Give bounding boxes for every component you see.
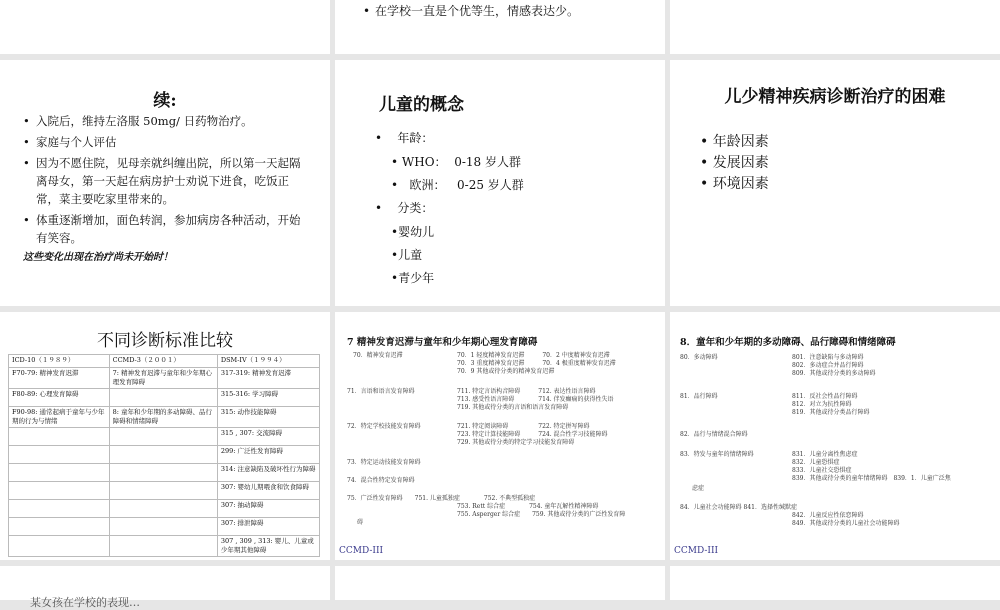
bullet-value: 0-25 岁人群 bbox=[457, 178, 524, 192]
list-item: 70．3 重度精神发育迟滞 70．4 极重度精神发育迟滞 bbox=[457, 360, 616, 367]
list-item: 70．9 其他或待分类的精神发育迟滞 bbox=[457, 368, 555, 375]
list-item: 802．多动症合并品行障碍 bbox=[792, 362, 864, 369]
table-cell: 314: 注意缺陷及破坏性行为障碍 bbox=[217, 464, 319, 482]
table-cell: 8: 童年和少年期的多动障碍、品行障碍和情绪障碍 bbox=[109, 407, 217, 428]
list-item: 碍 bbox=[357, 519, 364, 526]
slide-title: 7 精神发育迟滞与童年和少年期心理发育障碍 bbox=[347, 337, 538, 348]
bullet-item bbox=[700, 153, 769, 173]
list-item: 809．其他或待分类的多动障碍 bbox=[792, 370, 876, 377]
list-item: 849．其他或待分类的儿童社会功能障碍 bbox=[792, 520, 900, 527]
table-cell: 307: 排泄障碍 bbox=[217, 518, 319, 536]
slide-footer: CCMD-III bbox=[339, 546, 384, 556]
list-item: 842．儿童反应性依恋障碍 bbox=[792, 512, 864, 519]
table-row bbox=[9, 518, 320, 536]
bullet-icon: • bbox=[391, 248, 399, 262]
bullet-text: 因为不愿住院，见母亲就纠缠出院，所以第一天起隔离母女，第一天起在病房护士劝说下进食，吃饭正常，菜主要吃家里带来的。 bbox=[36, 156, 301, 206]
table-header-row bbox=[9, 355, 320, 368]
list-item: 755. Asperger 综合症 759. 其他或待分类的广泛性发育障 bbox=[457, 511, 626, 518]
slide-bottom-right[interactable] bbox=[670, 566, 1000, 600]
bullet-label: 欧洲： bbox=[409, 178, 446, 192]
bullet-text: 年龄： bbox=[397, 131, 434, 145]
bullet-value: 0-18 岁人群 bbox=[454, 155, 521, 169]
bullet-icon: • bbox=[375, 131, 383, 145]
bullet-item bbox=[23, 112, 306, 130]
list-item: 70．1 轻度精神发育迟滞 70．2 中度精神发育迟滞 bbox=[457, 352, 610, 359]
slide-note: 这些变化出现在治疗尚未开始时！ bbox=[23, 252, 173, 263]
bullet-label: WHO： bbox=[401, 155, 447, 169]
bullet-icon: • bbox=[23, 213, 30, 227]
table-cell: 7: 精神发育迟滞与童年和少年期心理发育障碍 bbox=[109, 368, 217, 389]
list-item: 82．品行与情绪混合障碍 bbox=[680, 431, 748, 438]
slide-ccmd-section-8[interactable] bbox=[670, 312, 1000, 560]
slide-title: 儿少精神疾病诊断治疗的困难 bbox=[724, 87, 946, 107]
table-cell bbox=[109, 446, 217, 464]
list-item: 71．言语和语言发育障碍 bbox=[347, 388, 415, 395]
table-cell: 307: 婴幼儿期喂食和饮食障碍 bbox=[217, 482, 319, 500]
list-item: 719. 其他或待分类的言语和语言发育障碍 bbox=[457, 404, 569, 411]
bullet-icon: • bbox=[375, 201, 383, 215]
bullet-child bbox=[391, 247, 422, 263]
table-row bbox=[9, 446, 320, 464]
slide-top-left[interactable] bbox=[0, 0, 330, 54]
slide-footer: CCMD-III bbox=[674, 546, 719, 556]
table-header: DSM-IV（１９９４） bbox=[217, 355, 319, 368]
list-item: 75．广泛性发育障碍 751. 儿童孤独症 752. 不典型孤独症 bbox=[347, 495, 536, 502]
table-cell bbox=[109, 428, 217, 446]
slide-title: 儿童的概念 bbox=[379, 95, 464, 115]
list-item: 72．特定学校技能发育障碍 bbox=[347, 423, 421, 430]
list-item: 83．特发与童年的情绪障碍 bbox=[680, 451, 754, 458]
table-cell: 299: 广泛性发育障碍 bbox=[217, 446, 319, 464]
bullet-text: 体重逐渐增加，面色转润，参加病房各种活动，开始有笑容。 bbox=[36, 213, 301, 245]
table-cell bbox=[109, 518, 217, 536]
table-row bbox=[9, 536, 320, 557]
slide-title: 续: bbox=[153, 91, 177, 111]
bullet-infant bbox=[391, 224, 434, 240]
list-item: 811．反社会性品行障碍 bbox=[792, 393, 858, 400]
table-cell bbox=[109, 500, 217, 518]
table-cell: 307: 抽动障碍 bbox=[217, 500, 319, 518]
table-cell bbox=[9, 482, 110, 500]
table-cell: 307 , 309 , 313: 婴儿、儿童或少年期其他障碍 bbox=[217, 536, 319, 557]
bullet-who bbox=[391, 154, 521, 170]
table-row bbox=[9, 368, 320, 389]
slide-diagnosis-difficulties[interactable] bbox=[670, 60, 1000, 306]
table-row bbox=[9, 389, 320, 407]
table-header: ICD-10（１９８９） bbox=[9, 355, 110, 368]
bullet-text: 家庭与个人评估 bbox=[36, 135, 117, 149]
list-item: 819．其他或待分类品行障碍 bbox=[792, 409, 870, 416]
bullet-icon: • bbox=[391, 225, 399, 239]
list-item: 74．混合性特定发育障碍 bbox=[347, 477, 415, 484]
list-item: 839．其他或待分类的童年情绪障碍 839．1．儿童广泛焦 bbox=[792, 475, 951, 482]
list-item: 80．多动障碍 bbox=[680, 354, 718, 361]
table-row bbox=[9, 464, 320, 482]
bullet-text: 年龄因素 bbox=[712, 134, 769, 150]
table-cell bbox=[109, 464, 217, 482]
table-row bbox=[9, 482, 320, 500]
bullet-icon: • bbox=[23, 114, 30, 128]
list-item: 81．品行障碍 bbox=[680, 393, 718, 400]
slide-title: 不同诊断标准比较 bbox=[97, 331, 233, 351]
table-header: CCMD-3（２００１） bbox=[109, 355, 217, 368]
bullet-teen bbox=[391, 270, 434, 286]
table-cell: F70-79: 精神发育迟滞 bbox=[9, 368, 110, 389]
bullet-icon: • bbox=[391, 178, 399, 192]
bullet-text: 发展因素 bbox=[712, 155, 769, 171]
list-item: 831．儿童分离性焦虑症 bbox=[792, 451, 858, 458]
bullet-text: 在学校一直是个优等生，情感表达少。 bbox=[375, 4, 580, 18]
list-item: 833．儿童社交恐惧症 bbox=[792, 467, 852, 474]
bullet-icon: • bbox=[363, 4, 371, 18]
list-item: 84．儿童社会功能障碍 841．选择性缄默症 bbox=[680, 504, 797, 511]
table-cell: 315-316: 学习障碍 bbox=[217, 389, 319, 407]
bullet-text: 分类： bbox=[397, 201, 434, 215]
slide-bottom-middle[interactable] bbox=[335, 566, 665, 600]
list-item: 70．精神发育迟滞 bbox=[353, 352, 403, 359]
table-cell bbox=[109, 482, 217, 500]
bullet-item bbox=[23, 154, 306, 208]
slide-child-concept[interactable] bbox=[335, 60, 665, 306]
slide-top-middle[interactable] bbox=[335, 0, 665, 54]
bullet-icon: • bbox=[700, 134, 709, 150]
bullet-icon: • bbox=[23, 135, 30, 149]
table-cell bbox=[9, 536, 110, 557]
table-cell bbox=[109, 389, 217, 407]
bullet-text: 婴幼儿 bbox=[398, 225, 435, 239]
table-cell bbox=[9, 428, 110, 446]
slide-text-fragment: 某女孩在学校的表现… bbox=[30, 596, 140, 609]
bullet-list bbox=[23, 112, 306, 250]
bullet-item bbox=[23, 133, 306, 151]
bullet-icon: • bbox=[391, 271, 399, 285]
comparison-table bbox=[8, 354, 320, 557]
bullet-text: 青少年 bbox=[398, 271, 435, 285]
bullet-icon: • bbox=[700, 155, 709, 171]
list-item: 721. 特定阅读障碍 722. 特定拼写障碍 bbox=[457, 423, 590, 430]
bullet-europe bbox=[391, 177, 524, 193]
list-item: 832．儿童恐惧症 bbox=[792, 459, 840, 466]
bullet-item bbox=[23, 211, 306, 247]
table-cell bbox=[9, 464, 110, 482]
bullet-class bbox=[375, 200, 433, 216]
bullet-item bbox=[700, 132, 769, 152]
table-cell bbox=[9, 500, 110, 518]
list-item: 虑症 bbox=[692, 485, 705, 492]
bullet-icon: • bbox=[391, 155, 399, 169]
table-cell: 315 , 307: 交流障碍 bbox=[217, 428, 319, 446]
list-item: 729. 其他或待分类的特定学习技能发育障碍 bbox=[457, 439, 575, 446]
slide-title: 8．童年和少年期的多动障碍、品行障碍和情绪障碍 bbox=[680, 337, 896, 348]
table-cell: F80-89: 心理发育障碍 bbox=[9, 389, 110, 407]
table-cell: F90-98: 通常起病于童年与少年期的行为与情绪 bbox=[9, 407, 110, 428]
table-cell bbox=[9, 446, 110, 464]
table-cell bbox=[109, 536, 217, 557]
bullet-text: 环境因素 bbox=[712, 176, 769, 192]
list-item: 723. 特定计算技能障碍 724. 混合性学习技能障碍 bbox=[457, 431, 608, 438]
table-cell bbox=[9, 518, 110, 536]
table-row bbox=[9, 428, 320, 446]
list-item: 713. 感受性语言障碍 714. 伴发癫痫的获得性失语 bbox=[457, 396, 614, 403]
slide-ccmd-section-7[interactable] bbox=[335, 312, 665, 560]
table-row bbox=[9, 500, 320, 518]
list-item: 753. Rett 综合症 754. 童年瓦解性精神障碍 bbox=[457, 503, 599, 510]
bullet-age bbox=[375, 130, 433, 146]
list-item: 73．特定运动技能发育障碍 bbox=[347, 459, 421, 466]
bullet-text: 儿童 bbox=[398, 248, 423, 262]
slide-bottom-left[interactable] bbox=[0, 566, 330, 609]
table-cell: 315: 动作技能障碍 bbox=[217, 407, 319, 428]
slide-continued-case[interactable] bbox=[0, 60, 330, 306]
bullet-item bbox=[700, 174, 769, 194]
list-item: 711. 特定言语构音障碍 712. 表达性语言障碍 bbox=[457, 388, 596, 395]
slide-criteria-comparison[interactable] bbox=[0, 312, 330, 560]
list-item: 801．注意缺陷与多动障碍 bbox=[792, 354, 864, 361]
slide-top-right[interactable] bbox=[670, 0, 1000, 54]
table-cell: 317-319: 精神发育迟滞 bbox=[217, 368, 319, 389]
list-item: 812．对立为抗性障碍 bbox=[792, 401, 852, 408]
bullet-icon: • bbox=[700, 176, 709, 192]
bullet-item bbox=[363, 2, 580, 20]
table-row bbox=[9, 407, 320, 428]
bullet-text: 入院后，维持左洛服 50mg/ 日药物治疗。 bbox=[36, 114, 253, 128]
bullet-icon: • bbox=[23, 156, 30, 170]
